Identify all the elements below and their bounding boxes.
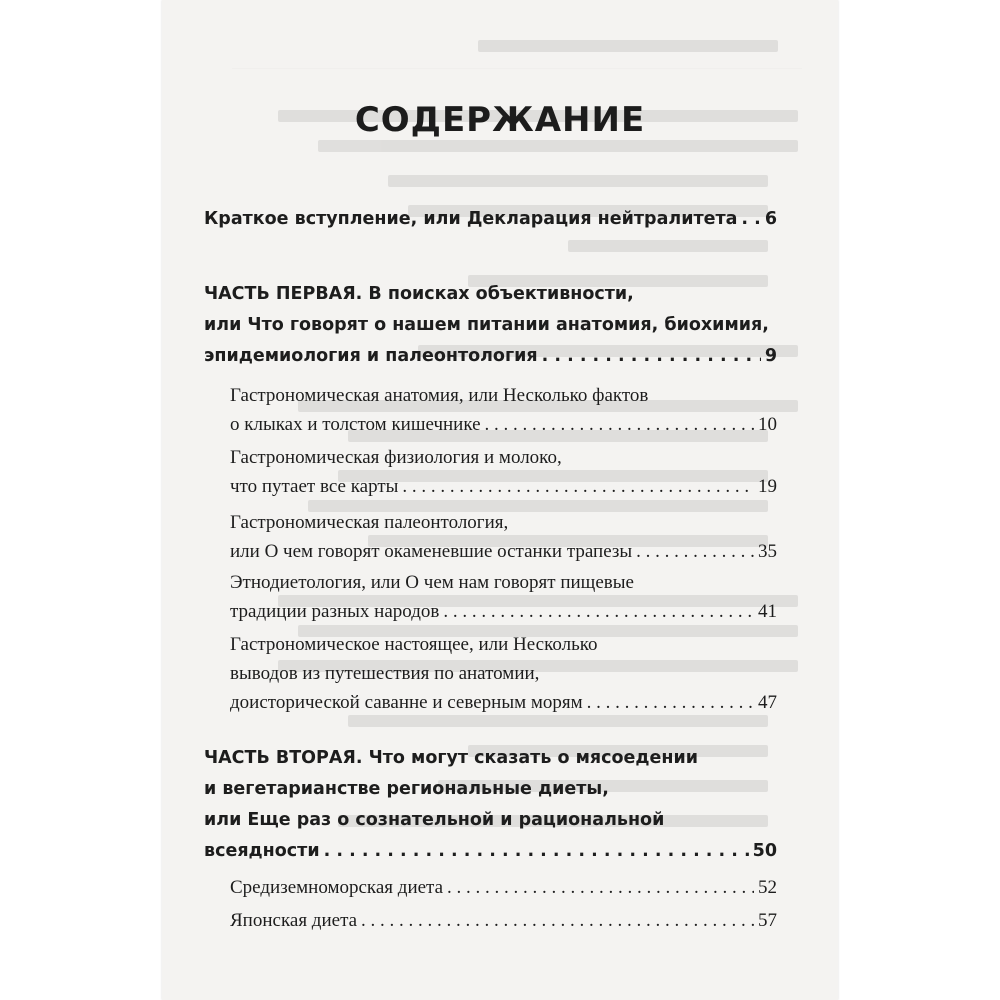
page-number: 50 [752, 841, 777, 861]
toc-entry-text: и вегетарианстве региональные диеты, [204, 779, 609, 799]
page-number: 9 [764, 346, 777, 366]
toc-entry-ethnodietology[interactable] [230, 568, 777, 626]
toc-entry-text: традиции разных народов [230, 601, 440, 622]
toc-entry-text: о клыках и толстом кишечнике [230, 414, 481, 435]
toc-entry-text: Гастрономическая анатомия, или Несколько фактов [230, 385, 649, 406]
toc-entry-gastronomic-paleontology[interactable] [230, 508, 777, 566]
page-number: 10 [758, 414, 777, 435]
page-number: 41 [758, 601, 777, 622]
toc-entry-text: доисторической саванне и северным морям [230, 692, 583, 713]
page-number: 57 [758, 910, 777, 931]
dot-leader [443, 597, 754, 626]
toc-entry-row [230, 472, 777, 501]
toc-entry-row [204, 341, 777, 372]
toc-entry-text: выводов из путешествия по анатомии, [230, 663, 540, 684]
toc-entry-text: Этнодиетология, или О чем нам говорят пищевые [230, 572, 634, 593]
page-number: 35 [758, 541, 777, 562]
dot-leader [636, 537, 754, 566]
book-page [162, 0, 838, 1000]
page-number: 52 [758, 877, 777, 898]
toc-entry-row [230, 906, 777, 935]
toc-entry-text: ЧАСТЬ ВТОРАЯ. Что могут сказать о мясоедении [204, 748, 699, 768]
dot-leader [361, 906, 754, 935]
dot-leader [402, 472, 754, 501]
toc-entry-mediterranean-diet[interactable] [230, 873, 777, 902]
dot-leader [447, 873, 754, 902]
toc-entry-text: или Еще раз о сознательной и рациональной [204, 810, 665, 830]
page-title: СОДЕРЖАНИЕ [354, 100, 646, 140]
page-number: 19 [758, 476, 777, 497]
toc-entry-text: что путает все карты [230, 476, 399, 497]
toc-entry-introduction[interactable] [204, 204, 777, 235]
dot-leader [741, 204, 760, 235]
toc-entry-text: или О чем говорят окаменевшие останки трапезы [230, 541, 633, 562]
toc-entry-row [230, 537, 777, 566]
dot-leader [324, 836, 749, 867]
toc-entry-text: или Что говорят о нашем питании анатомия, биохимия, [204, 315, 769, 335]
toc-entry-row [230, 688, 777, 717]
toc-entry-row [230, 597, 777, 626]
toc-entry-row [230, 873, 777, 902]
page-number: 6 [764, 209, 777, 229]
page-number: 47 [758, 692, 777, 713]
toc-entry-text: Гастрономическая физиология и молоко, [230, 447, 562, 468]
dot-leader [542, 341, 761, 372]
toc-entry-text: Средиземноморская диета [230, 877, 444, 898]
toc-entry-text: Гастрономическое настоящее, или Несколько [230, 634, 598, 655]
toc-entry-row [230, 410, 777, 439]
toc-entry-row [204, 204, 777, 235]
toc-entry-text: Гастрономическая палеонтология, [230, 512, 509, 533]
toc-entry-japanese-diet[interactable] [230, 906, 777, 935]
dot-leader [587, 688, 754, 717]
toc-entry-gastronomic-present[interactable] [230, 630, 777, 717]
toc-entry-text: ЧАСТЬ ПЕРВАЯ. В поисках объективности, [204, 284, 634, 304]
toc-entry-text: всеядности [204, 841, 320, 861]
toc-entry-gastronomic-physiology[interactable] [230, 443, 777, 501]
toc-entry-text: Краткое вступление, или Декларация нейтралитета [204, 209, 738, 229]
toc-entry-part-two[interactable] [204, 743, 777, 867]
toc-entry-text: Японская диета [230, 910, 358, 931]
toc-entry-row [204, 836, 777, 867]
toc-entry-text: эпидемиология и палеонтология [204, 346, 538, 366]
dot-leader [485, 410, 754, 439]
toc-entry-gastronomic-anatomy[interactable] [230, 381, 777, 439]
toc-entry-part-one[interactable] [204, 279, 777, 372]
